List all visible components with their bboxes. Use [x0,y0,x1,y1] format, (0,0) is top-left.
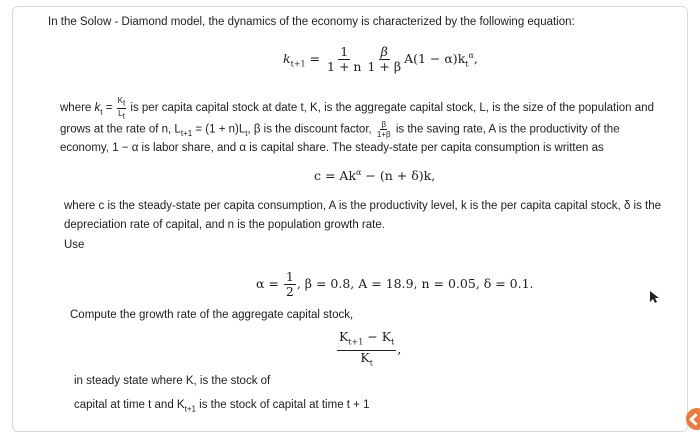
parameter-values: α = $\frac{1}{2}$ , β = 0.8, A = 18.9, n = 0.05, δ = 0.1. [256,269,534,299]
equation-growth-rate: $\frac{K_{t+1} - K_t}{K_t}$ , [339,329,402,367]
use-label: Use [64,239,85,251]
consumption-definition-line-2: depreciation rate of capital, and n is the population growth rate. [64,219,385,231]
intro-text: In the Solow - Diamond model, the dynamics of the economy is characterized by the following equation: [48,16,575,28]
definition-line-3: economy, 1 − α is labor share, and α is capital share. The steady-state per capita consumption is written as [60,142,604,154]
equation-capital-dynamics: $k_{t+1}$ = $\frac{1}{1 + n}$ $\frac{\beta}{1 + \beta}$ $A(1 - \alpha)k_t^\alpha$, [283,44,478,74]
footer-line-2: capital at time t and $K_{t+1}$ is the stock of capital at time t + 1 [74,399,370,414]
definition-line-2: grows at the rate of n, $L_{t+1} = (1 + n)L_t$, β is the discount factor, $\frac{\beta}{1+\beta}$ is the saving rate, A is the productivity of the [60,120,620,139]
consumption-definition-line-1: where c is the steady-state per capita consumption, A is the productivity level, k is the per capita capital stock, δ is the [64,200,662,212]
arrow-cursor-icon [648,290,662,304]
definition-line-1: where $k_t$ = $\frac{K_t}{L_t}$ is per capita capital stock at date t, K, is the aggregate capital stock, L, is the size of the population and [60,96,654,121]
compute-instruction: Compute the growth rate of the aggregate capital stock, [70,309,354,321]
equation-consumption: $c = Ak^\alpha - (n + \delta)k$, [314,168,436,184]
chegg-badge-icon[interactable] [686,408,700,430]
footer-line-1: in steady state where K, is the stock of [74,375,271,387]
